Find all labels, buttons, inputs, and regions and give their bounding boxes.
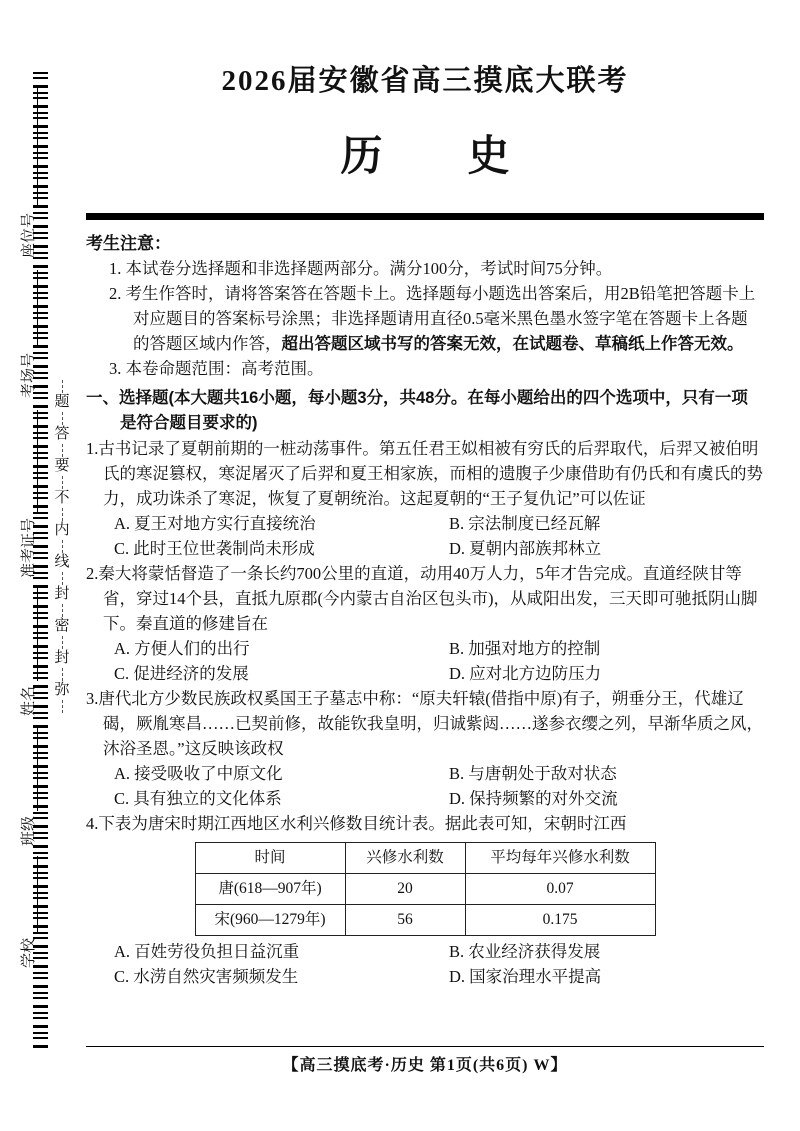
table-cell: 宋(960—1279年) bbox=[195, 905, 345, 936]
option-c: C. 具有独立的文化体系 bbox=[114, 789, 282, 808]
notice-item-1: 1. 本试卷分选择题和非选择题两部分。满分100分，考试时间75分钟。 bbox=[109, 259, 613, 278]
table-cell: 56 bbox=[345, 905, 465, 936]
margin-field-seat-number bbox=[16, 88, 38, 258]
footer-divider bbox=[86, 1046, 764, 1047]
margin-field-admission-number bbox=[16, 410, 38, 578]
seal-dash bbox=[62, 476, 63, 489]
notice-item-3: 3. 本卷命题范围：高考范围。 bbox=[109, 359, 324, 378]
question-4-options bbox=[114, 939, 764, 989]
option-c: C. 此时王位世袭制尚未形成 bbox=[114, 539, 315, 558]
page-footer: 【高三摸底考·历史 第1页(共6页) W】 bbox=[282, 1057, 568, 1074]
field-blank-line bbox=[23, 410, 38, 513]
option-c: C. 水涝自然灾害频频发生 bbox=[114, 967, 299, 986]
seal-dash bbox=[62, 572, 63, 585]
table-row bbox=[195, 905, 655, 936]
question-1-stem: 1.古书记录了夏朝前期的一桩动荡事件。第五任君王姒相被有穷氏的后羿取代，后羿又被伯明氏的寒浞篡权，寒浞屠灭了后羿和夏王相家族，而相的遗腹子少康借助有仍氏和有虞氏的势力，成功诛杀了寒浞，恢复了夏朝统治。这起夏朝的“王子复仇记”可以佐证 bbox=[86, 439, 763, 508]
option-d: D. 国家治理水平提高 bbox=[449, 967, 602, 986]
question-3 bbox=[86, 686, 764, 811]
seal-dash bbox=[62, 700, 63, 713]
seal-dash bbox=[62, 636, 63, 649]
question-2-options bbox=[114, 636, 764, 686]
seal-line bbox=[52, 380, 72, 713]
title-divider-bar bbox=[86, 213, 764, 220]
question-1-options bbox=[114, 511, 764, 561]
table-header-time: 时间 bbox=[195, 843, 345, 874]
notice-item-2 bbox=[86, 281, 764, 356]
seal-dash bbox=[62, 412, 63, 425]
seal-char: 封 bbox=[54, 586, 70, 602]
seal-char: 内 bbox=[54, 522, 70, 538]
exam-subject-text: 历史 bbox=[340, 134, 595, 180]
seal-char: 不 bbox=[54, 490, 70, 506]
exam-subject bbox=[86, 123, 764, 183]
option-b: B. 宗法制度已经瓦解 bbox=[449, 514, 601, 533]
seal-char: 线 bbox=[54, 554, 70, 570]
table-cell: 20 bbox=[345, 874, 465, 905]
table-header-row bbox=[195, 843, 655, 874]
field-label: 班级 bbox=[21, 815, 37, 846]
table-header-count: 兴修水利数 bbox=[345, 843, 465, 874]
margin-field-name bbox=[16, 588, 38, 716]
notice-heading: 考生注意： bbox=[86, 234, 171, 253]
table-cell: 0.07 bbox=[465, 874, 655, 905]
seal-char: 弥 bbox=[54, 682, 70, 698]
option-b: B. 农业经济获得发展 bbox=[449, 942, 601, 961]
field-label: 座位号 bbox=[21, 212, 37, 258]
question-4-stem: 4.下表为唐宋时期江西地区水利兴修数目统计表。据此表可知，宋朝时江西 bbox=[86, 814, 627, 833]
field-label: 学校 bbox=[21, 937, 37, 968]
field-label: 姓名 bbox=[21, 685, 37, 716]
exam-title: 2026届安徽省高三摸底大联考 bbox=[221, 65, 629, 97]
field-label: 考场号 bbox=[21, 352, 37, 398]
field-blank-line bbox=[23, 588, 38, 681]
question-1 bbox=[86, 436, 764, 561]
seal-dash bbox=[62, 668, 63, 681]
field-blank-line bbox=[23, 856, 38, 933]
seal-char: 题 bbox=[54, 394, 70, 410]
option-d: D. 应对北方边防压力 bbox=[449, 664, 602, 683]
margin-field-exam-room bbox=[16, 270, 38, 398]
main-content bbox=[86, 58, 764, 989]
section-heading: 一、选择题(本大题共16小题，每小题3分，共48分。在每小题给出的四个选项中，只有一项是符合题目要求的) bbox=[86, 389, 748, 432]
margin-field-class bbox=[16, 726, 38, 846]
seal-dash bbox=[62, 380, 63, 393]
table-header-average: 平均每年兴修水利数 bbox=[465, 843, 655, 874]
seal-dash bbox=[62, 444, 63, 457]
seal-char: 密 bbox=[54, 618, 70, 634]
table-cell: 唐(618—907年) bbox=[195, 874, 345, 905]
option-d: D. 夏朝内部族邦林立 bbox=[449, 539, 602, 558]
option-a: A. 方便人们的出行 bbox=[114, 639, 250, 658]
field-label: 准考证号 bbox=[21, 517, 37, 578]
option-b: B. 加强对地方的控制 bbox=[449, 639, 601, 658]
margin-field-school bbox=[16, 856, 38, 968]
option-a: A. 百姓劳役负担日益沉重 bbox=[114, 942, 300, 961]
seal-char: 答 bbox=[54, 426, 70, 442]
seal-dash bbox=[62, 540, 63, 553]
question-3-options bbox=[114, 761, 764, 811]
seal-char: 封 bbox=[54, 650, 70, 666]
question-2 bbox=[86, 561, 764, 686]
notice-item-2-text: 2. 考生作答时，请将答案答在答题卡上。选择题每小题选出答案后，用2B铅笔把答题卡上对应题目的答案标号涂黑；非选择题请用直径0.5毫米黑色墨水签字笔在答题卡上各题的答题区域内作答， bbox=[109, 284, 756, 353]
question-2-stem: 2.秦大将蒙恬督造了一条长约700公里的直道，动用40万人力，5年才告完成。直道经陕甘等省，穿过14个县，直抵九原郡(今内蒙古自治区包头市)，从咸阳出发，三天即可驰抵阴山脚下。秦直道的修建旨在 bbox=[86, 564, 758, 633]
question-4 bbox=[86, 811, 764, 989]
option-b: B. 与唐朝处于敌对状态 bbox=[449, 764, 617, 783]
seal-dash bbox=[62, 508, 63, 521]
field-blank-line bbox=[23, 726, 38, 811]
table-cell: 0.175 bbox=[465, 905, 655, 936]
question-3-stem: 3.唐代北方少数民族政权奚国王子墓志中称：“原夫轩辕(借指中原)有子，朔垂分王，代雄辽碣，厥胤寒昌……已契前修，故能钦我皇明，归诚紫闼……遂参衣缨之列，早渐华质之风，沐浴圣恩。”这反映该政权 bbox=[86, 689, 763, 758]
seal-char: 要 bbox=[54, 458, 70, 474]
question-4-table bbox=[195, 842, 656, 936]
option-a: A. 接受吸收了中原文化 bbox=[114, 764, 283, 783]
field-blank-line bbox=[23, 88, 38, 208]
seal-dash bbox=[62, 604, 63, 617]
option-c: C. 促进经济的发展 bbox=[114, 664, 249, 683]
field-blank-line bbox=[23, 270, 38, 348]
table-row bbox=[195, 874, 655, 905]
option-a: A. 夏王对地方实行直接统治 bbox=[114, 514, 316, 533]
notice-item-2-emphasis: 超出答题区域书写的答案无效，在试题卷、草稿纸上作答无效。 bbox=[281, 334, 744, 353]
option-d: D. 保持频繁的对外交流 bbox=[449, 789, 618, 808]
